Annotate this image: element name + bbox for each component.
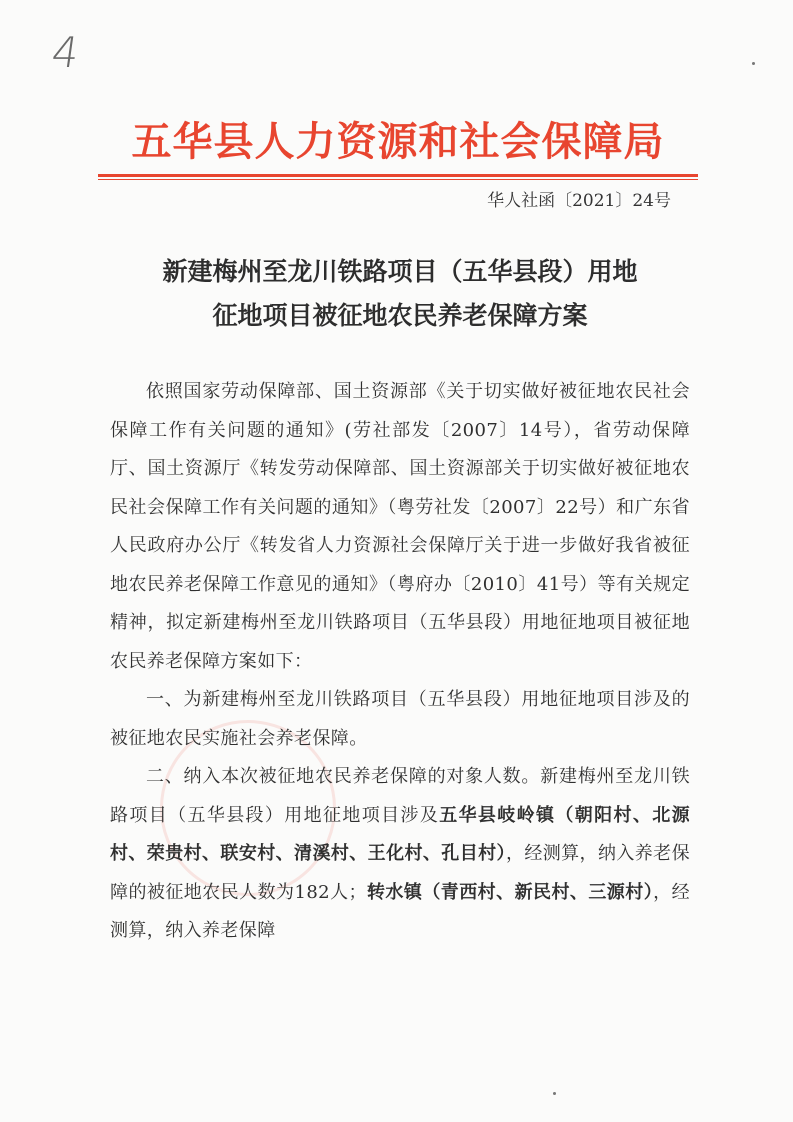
paragraph-item-2-bold-b: 转水镇（青西村、新民村、三源村） — [366, 881, 654, 903]
issuing-authority-masthead: 五华县人力资源和社会保障局 — [131, 119, 665, 165]
handwritten-page-mark: 4 — [48, 28, 83, 77]
paragraph-item-2-text-c: ，经测算，纳入养老保障 — [110, 881, 691, 941]
red-divider-line — [98, 174, 698, 177]
paragraph-item-2 — [110, 758, 690, 951]
title-line-2: 征地项目被征地农民养老保障方案 — [212, 301, 588, 330]
red-divider-line-thin — [98, 179, 698, 180]
document-body — [110, 373, 690, 951]
title-line-1: 新建梅州至龙川铁路项目（五华县段）用地 — [162, 257, 638, 286]
paragraph-item-2-text-a: 二、纳入本次被征地农民养老保障的对象人数。新建梅州至龙川铁路项目（五华县段）用地征地项目涉及 — [110, 766, 690, 826]
paragraph-item-1: 一、为新建梅州至龙川铁路项目（五华县段）用地征地项目涉及的被征地农民实施社会养老保障。 — [110, 689, 690, 749]
document-number: 华人社函〔2021〕24号 — [487, 191, 671, 211]
scan-speck — [553, 1092, 556, 1095]
paragraph-intro: 依照国家劳动保障部、国土资源部《关于切实做好被征地农民社会保障工作有关问题的通知》(劳社部发〔2007〕14号），省劳动保障厅、国土资源厅《转发劳动保障部、国土资源部关于切实做好被征地农民社会保障工作有关问题的通知》（粤劳社发〔2007〕22号）和广东省人民政府办公厅《转发省人力资源社会保障厅关于进一步做好我省被征地农民养老保障工作意见的通知》（粤府办〔2010〕41号）等有关规定精神，拟定新建梅州至龙川铁路项目（五华县段）用地征地项目被征地农民养老保障方案如下： — [110, 381, 690, 672]
paragraph-item-2-text-b: ，经测算，纳入养老保障的被征地农民人数为182人； — [110, 843, 690, 903]
paragraph-item-2-bold-a: 五华县岐岭镇（朝阳村、北源村、荣贵村、联安村、清溪村、王化村、孔目村） — [110, 804, 690, 864]
document-title — [100, 250, 700, 338]
scan-speck — [752, 62, 755, 65]
